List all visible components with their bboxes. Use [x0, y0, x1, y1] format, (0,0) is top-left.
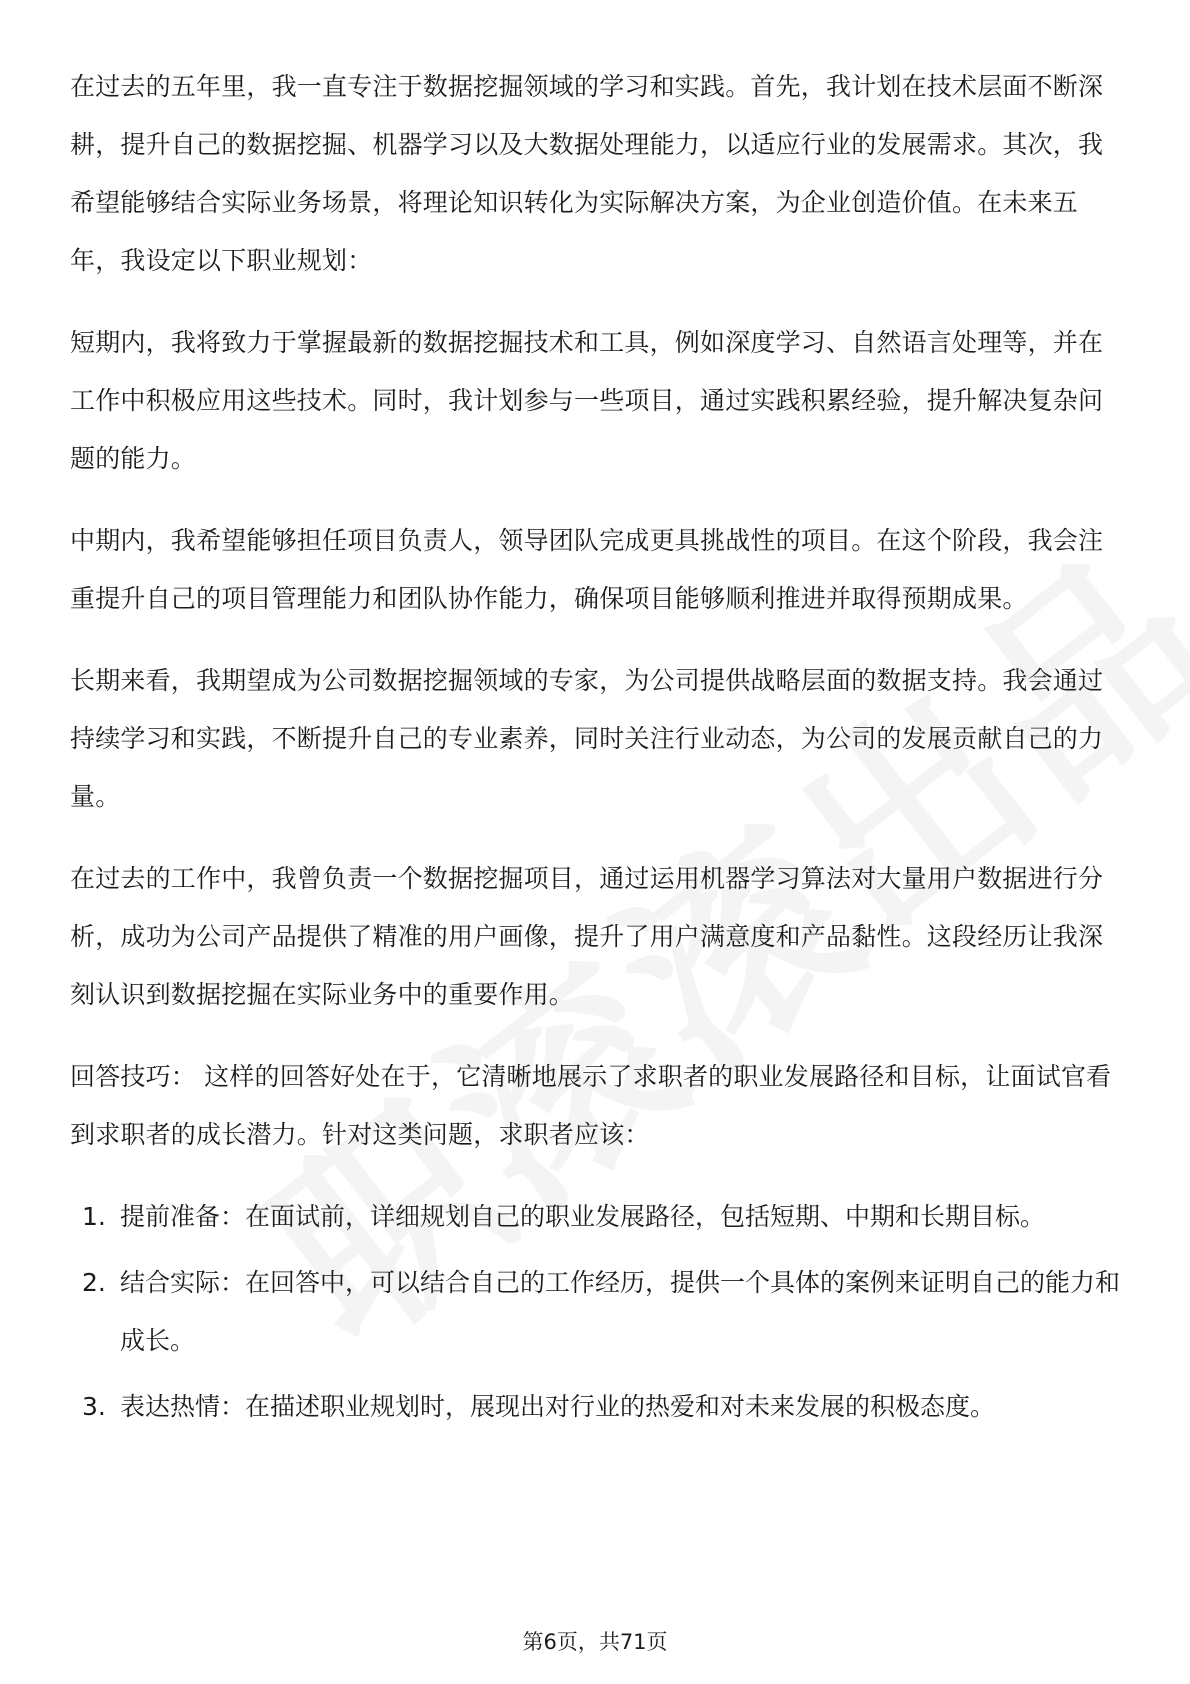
tips-list	[70, 1188, 1122, 1436]
paragraph-experience: 在过去的工作中，我曾负责一个数据挖掘项目，通过运用机器学习算法对大量用户数据进行分析，成功为公司产品提供了精准的用户画像，提升了用户满意度和产品黏性。这段经历让我深刻认识到数据挖掘在实际业务中的重要作用。	[70, 864, 1104, 1009]
list-item-text: 结合实际：在回答中，可以结合自己的工作经历，提供一个具体的案例来证明自己的能力和成长。	[120, 1268, 1121, 1355]
paragraph-answer-tips: 回答技巧： 这样的回答好处在于，它清晰地展示了求职者的职业发展路径和目标，让面试官看到求职者的成长潜力。针对这类问题，求职者应该：	[70, 1062, 1112, 1149]
list-item-number: 1.	[82, 1202, 106, 1231]
list-item-number: 3.	[82, 1392, 106, 1421]
list-item-text: 提前准备：在面试前，详细规划自己的职业发展路径，包括短期、中期和长期目标。	[120, 1202, 1046, 1231]
paragraph-long-term: 长期来看，我期望成为公司数据挖掘领域的专家，为公司提供战略层面的数据支持。我会通过持续学习和实践，不断提升自己的专业素养，同时关注行业动态，为公司的发展贡献自己的力量。	[70, 666, 1104, 811]
list-item	[70, 1254, 1122, 1370]
page-footer: 第6页，共71页	[522, 1630, 668, 1654]
list-item	[70, 1188, 1122, 1246]
paragraph-mid-term: 中期内，我希望能够担任项目负责人，领导团队完成更具挑战性的项目。在这个阶段，我会注重提升自己的项目管理能力和团队协作能力，确保项目能够顺利推进并取得预期成果。	[70, 526, 1104, 613]
paragraph-short-term: 短期内，我将致力于掌握最新的数据挖掘技术和工具，例如深度学习、自然语言处理等，并在工作中积极应用这些技术。同时，我计划参与一些项目，通过实践积累经验，提升解决复杂问题的能力。	[70, 328, 1104, 473]
list-item	[70, 1378, 1122, 1436]
list-item-text: 表达热情：在描述职业规划时，展现出对行业的热爱和对未来发展的积极态度。	[120, 1392, 996, 1421]
list-item-number: 2.	[82, 1268, 106, 1297]
document-body	[70, 58, 1122, 1444]
paragraph-intro: 在过去的五年里，我一直专注于数据挖掘领域的学习和实践。首先，我计划在技术层面不断深耕，提升自己的数据挖掘、机器学习以及大数据处理能力，以适应行业的发展需求。其次，我希望能够结合实际业务场景，将理论知识转化为实际解决方案，为企业创造价值。在未来五年，我设定以下职业规划：	[70, 72, 1104, 275]
